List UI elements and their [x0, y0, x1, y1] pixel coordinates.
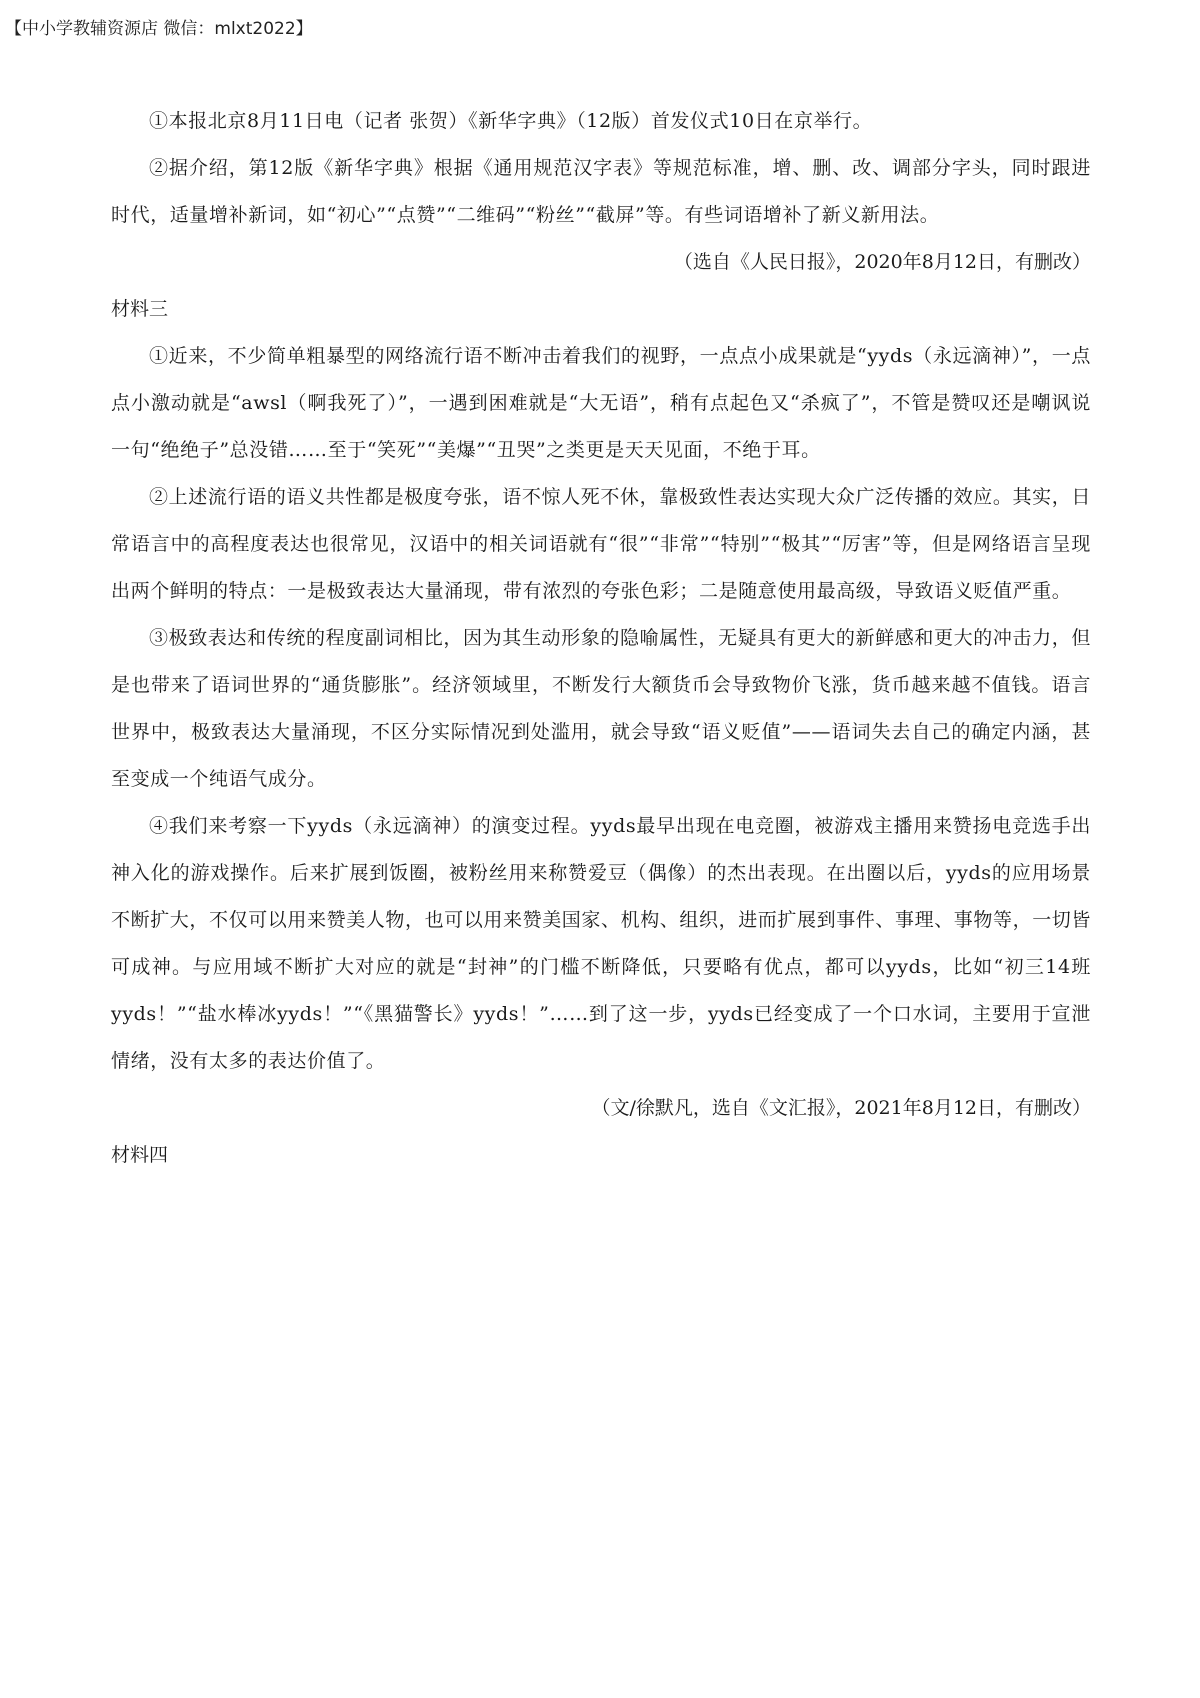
material2-paragraph-2: ②据介绍，第12版《新华字典》根据《通用规范汉字表》等规范标准，增、删、改、调部分字头，同时跟进时代，适量增补新词，如“初心”“点赞”“二维码”“粉丝”“截屏”等。有些词语增补了新义新用法。 [111, 157, 1091, 226]
material3-heading: 材料三 [111, 298, 169, 320]
header-note: 【中小学教辅资源店 微信：mlxt2022】 [5, 19, 313, 39]
material2-paragraph-1: ①本报北京8月11日电（记者 张贺）《新华字典》（12版）首发仪式10日在京举行。 [149, 110, 873, 132]
document-body [111, 98, 1091, 1179]
material3-paragraph-3: ③极致表达和传统的程度副词相比，因为其生动形象的隐喻属性，无疑具有更大的新鲜感和更大的冲击力，但是也带来了语词世界的“通货膨胀”。经济领域里，不断发行大额货币会导致物价飞涨，货币越来越不值钱。语言世界中，极致表达大量涌现，不区分实际情况到处滥用，就会导致“语义贬值”——语词失去自己的确定内涵，甚至变成一个纯语气成分。 [111, 627, 1091, 790]
material2-source: （选自《人民日报》，2020年8月12日，有删改） [673, 251, 1091, 273]
material3-paragraph-1: ①近来，不少简单粗暴型的网络流行语不断冲击着我们的视野，一点点小成果就是“yyds（永远滴神）”，一点点小激动就是“awsl（啊我死了）”，一遇到困难就是“大无语”，稍有点起色又“杀疯了”，不管是赞叹还是嘲讽说一句“绝绝子”总没错……至于“笑死”“美爆”“丑哭”之类更是天天见面，不绝于耳。 [111, 345, 1091, 461]
material3-source: （文/徐默凡，选自《文汇报》，2021年8月12日，有删改） [591, 1097, 1091, 1119]
material3-paragraph-2: ②上述流行语的语义共性都是极度夸张，语不惊人死不休，靠极致性表达实现大众广泛传播的效应。其实，日常语言中的高程度表达也很常见，汉语中的相关词语就有“很”“非常”“特别”“极其”“厉害”等，但是网络语言呈现出两个鲜明的特点：一是极致表达大量涌现，带有浓烈的夸张色彩；二是随意使用最高级，导致语义贬值严重。 [111, 486, 1091, 602]
material4-heading: 材料四 [111, 1144, 169, 1166]
material3-paragraph-4: ④我们来考察一下yyds（永远滴神）的演变过程。yyds最早出现在电竞圈，被游戏主播用来赞扬电竞选手出神入化的游戏操作。后来扩展到饭圈，被粉丝用来称赞爱豆（偶像）的杰出表现。在出圈以后，yyds的应用场景不断扩大，不仅可以用来赞美人物，也可以用来赞美国家、机构、组织，进而扩展到事件、事理、事物等，一切皆可成神。与应用域不断扩大对应的就是“封神”的门槛不断降低，只要略有优点，都可以yyds，比如“初三14班yyds！”“盐水棒冰yyds！”“《黑猫警长》yyds！”……到了这一步，yyds已经变成了一个口水词，主要用于宣泄情绪，没有太多的表达价值了。 [111, 815, 1092, 1072]
